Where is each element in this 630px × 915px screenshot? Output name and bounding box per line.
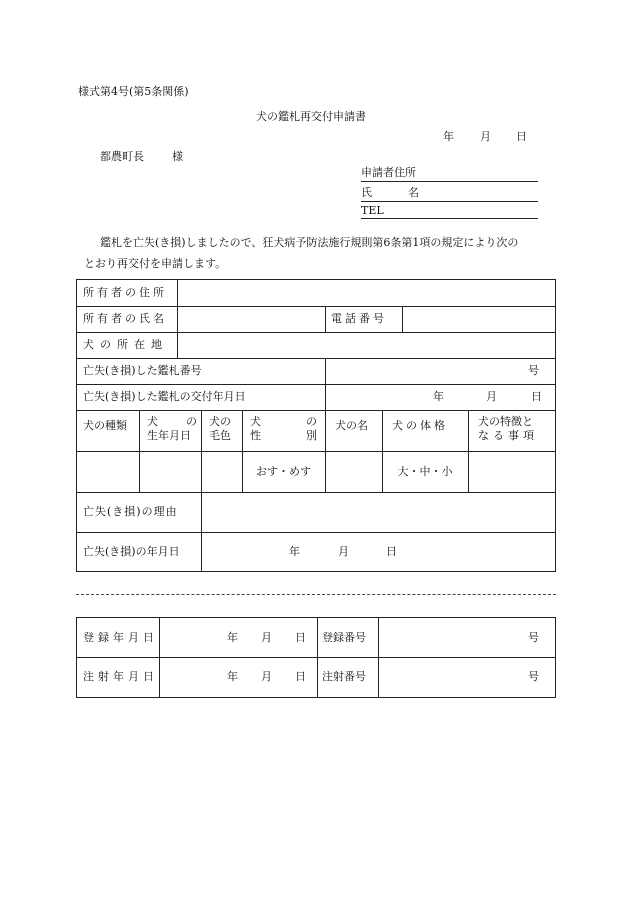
loss-reason-label <box>77 492 201 532</box>
header-text: 別 <box>306 429 317 442</box>
applicant-address-label: 申請者住所 <box>361 166 416 179</box>
date-month-label: 月 <box>480 130 491 143</box>
year-label: 年 <box>227 670 238 683</box>
day-label: 日 <box>386 544 397 558</box>
header-text: 生年月日 <box>147 429 191 442</box>
applicant-tel-line <box>361 218 538 219</box>
dog-name-field[interactable] <box>325 451 382 492</box>
label-text: 所有者の氏名 <box>83 312 167 325</box>
month-label: 月 <box>486 390 497 403</box>
addressee: 都農町長 <box>100 150 144 163</box>
phone-field[interactable] <box>402 306 555 332</box>
phone-label <box>325 306 402 332</box>
feature-field[interactable] <box>468 451 555 492</box>
header-text: の <box>306 415 317 428</box>
col-size-header <box>382 410 468 451</box>
label-text: 登録年月日 <box>83 630 158 644</box>
col-sex-header <box>242 410 325 451</box>
header-line <box>250 429 317 443</box>
statement-line-2: とおり再交付を申請します。 <box>84 257 227 270</box>
header-text: の <box>186 415 197 428</box>
col-feature-header <box>468 410 555 451</box>
lost-tag-number-label: 亡失(き損)した鑑札番号 <box>83 364 202 377</box>
size-field[interactable] <box>382 451 468 492</box>
owner-address-field[interactable] <box>177 280 555 306</box>
number-suffix: 号 <box>528 670 539 683</box>
label-text: 注射年月日 <box>83 670 158 683</box>
form-number: 様式第4号(第5条関係) <box>78 85 189 98</box>
year-label: 年 <box>227 630 238 644</box>
header-text: 犬 <box>147 415 158 428</box>
dog-location-label <box>77 332 177 358</box>
label-text: 亡失(き損)の理由 <box>83 505 178 518</box>
injection-number-label: 注射番号 <box>322 670 366 683</box>
birth-date-field[interactable] <box>139 451 201 492</box>
day-label: 日 <box>295 630 306 644</box>
loss-date-field[interactable] <box>201 532 555 571</box>
header-text: 毛色 <box>209 429 231 442</box>
applicant-name-label-1: 氏 <box>361 186 372 199</box>
lost-tag-issue-date-field[interactable] <box>325 384 555 410</box>
date-day-label: 日 <box>516 130 527 143</box>
header-text: なる事項 <box>478 429 538 442</box>
owner-name-field[interactable] <box>177 306 325 332</box>
registration-number-label: 登録番号 <box>322 630 366 644</box>
injection-date-label <box>77 657 159 697</box>
applicant-address-line <box>361 181 538 182</box>
header-text: 犬の特徴と <box>478 415 533 428</box>
breed-field[interactable] <box>77 451 139 492</box>
date-year-label: 年 <box>443 130 454 143</box>
header-line <box>147 415 197 429</box>
statement-line-1: 鑑札を亡失(き損)しましたので、狂犬病予防法施行規則第6条第1項の規定により次の <box>100 236 519 249</box>
header-text: 犬 <box>250 415 261 428</box>
day-label: 日 <box>531 390 542 403</box>
label-text: 所有者の住所 <box>83 286 167 299</box>
applicant-name-label-2: 名 <box>408 186 419 199</box>
day-label: 日 <box>295 670 306 683</box>
header-text: 性 <box>250 429 261 442</box>
registration-date-field[interactable] <box>159 618 317 657</box>
year-label: 年 <box>433 390 444 403</box>
header-text: 犬の <box>209 415 231 428</box>
form-title: 犬の鑑札再交付申請書 <box>256 110 366 123</box>
dog-location-field[interactable] <box>177 332 555 358</box>
month-label: 月 <box>261 670 272 683</box>
month-label: 月 <box>338 544 349 558</box>
header-text: 犬の体格 <box>392 419 448 432</box>
addressee-honorific: 様 <box>172 150 183 163</box>
col-breed-header: 犬の種類 <box>83 419 127 432</box>
size-options: 大・中・小 <box>397 464 453 478</box>
header-line <box>250 415 317 429</box>
col-color-header <box>201 410 242 451</box>
lost-tag-issue-date-label: 亡失(き損)した鑑札の交付年月日 <box>83 390 246 403</box>
coat-color-field[interactable] <box>201 451 242 492</box>
loss-date-label: 亡失(き損)の年月日 <box>83 544 180 558</box>
loss-reason-field[interactable] <box>201 492 555 532</box>
registration-date-label <box>77 618 159 657</box>
owner-address-label <box>77 280 177 306</box>
sex-options: おす・めす <box>256 464 311 478</box>
number-suffix: 号 <box>528 630 539 644</box>
month-label: 月 <box>261 630 272 644</box>
label-text: 犬の所在地 <box>83 338 168 351</box>
injection-number-field[interactable] <box>378 657 555 697</box>
cut-line <box>76 594 556 595</box>
main-table <box>76 279 556 572</box>
col-name-header: 犬の名 <box>335 419 368 432</box>
number-suffix: 号 <box>528 364 539 377</box>
applicant-tel-label: TEL <box>361 204 384 217</box>
registration-number-field[interactable] <box>378 618 555 657</box>
year-label: 年 <box>289 544 300 558</box>
injection-date-field[interactable] <box>159 657 317 697</box>
col-birth-header <box>139 410 201 451</box>
lost-tag-number-field[interactable] <box>325 358 555 384</box>
applicant-name-line <box>361 201 538 202</box>
owner-name-label <box>77 306 177 332</box>
sex-field[interactable] <box>242 451 325 492</box>
office-table <box>76 617 556 698</box>
label-text: 電話番号 <box>331 312 387 325</box>
